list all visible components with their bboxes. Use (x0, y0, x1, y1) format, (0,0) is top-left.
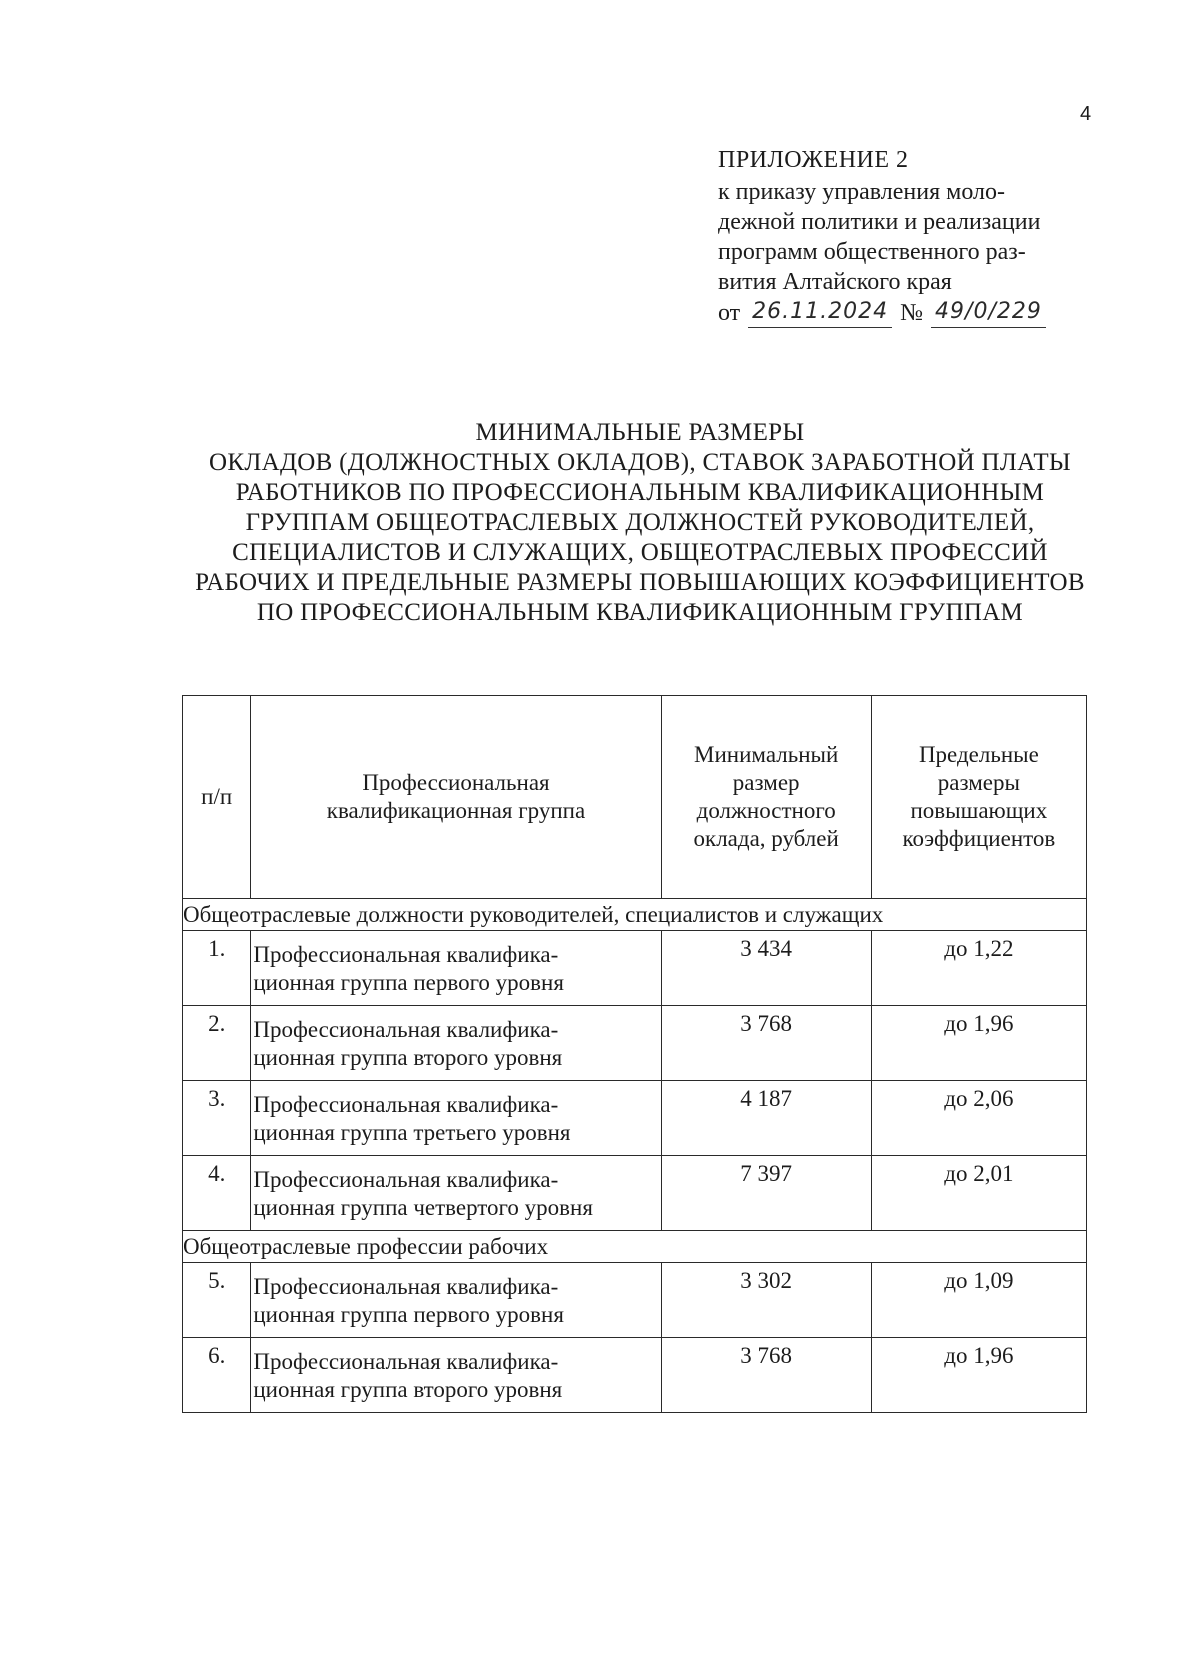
row-group (251, 1263, 661, 1338)
section-title: Общеотраслевые профессии рабочих (183, 1231, 1087, 1263)
title-line: РАБОТНИКОВ ПО ПРОФЕССИОНАЛЬНЫМ КВАЛИФИКАЦИОННЫМ (235, 479, 1045, 506)
appendix-line: дежной политики и реализации (718, 209, 1041, 235)
title-line: МИНИМАЛЬНЫЕ РАЗМЕРЫ (475, 419, 805, 446)
row-group-line: ционная группа третьего уровня (253, 1120, 571, 1145)
row-coef: до 1,09 (871, 1263, 1086, 1338)
header-coef (871, 696, 1086, 899)
row-min-salary: 3 768 (661, 1006, 871, 1081)
title-line: СПЕЦИАЛИСТОВ И СЛУЖАЩИХ, ОБЩЕОТРАСЛЕВЫХ ПРОФЕССИЙ (232, 539, 1048, 566)
appendix-line: вития Алтайского края (718, 269, 952, 295)
header-min-salary (661, 696, 871, 899)
title-line: ГРУППАМ ОБЩЕОТРАСЛЕВЫХ ДОЛЖНОСТЕЙ РУКОВОДИТЕЛЕЙ, (245, 509, 1035, 536)
page-number: 4 (1080, 103, 1092, 125)
salary-table (182, 695, 1087, 1413)
header-num-text: п/п (201, 784, 233, 809)
table-row (183, 931, 1087, 1006)
row-group-line: Профессиональная квалифика- (253, 1092, 559, 1117)
from-label: от (718, 300, 741, 326)
header-min-line: размер (732, 770, 800, 795)
row-coef: до 1,96 (871, 1006, 1086, 1081)
handwritten-date: 26.11.2024 (748, 297, 892, 328)
row-group-line: ционная группа второго уровня (253, 1045, 563, 1070)
table-row (183, 1156, 1087, 1231)
row-num: 2. (183, 1006, 251, 1081)
header-coef-line: размеры (937, 770, 1020, 795)
row-num: 1. (183, 931, 251, 1006)
title-line: ОКЛАДОВ (ДОЛЖНОСТНЫХ ОКЛАДОВ), СТАВОК ЗАРАБОТНОЙ ПЛАТЫ (209, 449, 1071, 476)
row-coef: до 1,96 (871, 1338, 1086, 1413)
row-group-line: Профессиональная квалифика- (253, 1274, 559, 1299)
row-group-line: Профессиональная квалифика- (253, 942, 559, 967)
header-group (251, 696, 661, 899)
row-group-line: Профессиональная квалифика- (253, 1349, 559, 1374)
row-group (251, 931, 661, 1006)
row-coef: до 2,01 (871, 1156, 1086, 1231)
row-min-salary: 3 768 (661, 1338, 871, 1413)
header-min-line: должностного (696, 798, 836, 823)
row-num: 5. (183, 1263, 251, 1338)
row-group-line: Профессиональная квалифика- (253, 1167, 559, 1192)
header-coef-line: коэффициентов (902, 826, 1056, 851)
section-title: Общеотраслевые должности руководителей, специалистов и служащих (183, 899, 1087, 931)
appendix-line: программ общественного раз- (718, 239, 1026, 265)
table-row (183, 1338, 1087, 1413)
row-group (251, 1156, 661, 1231)
row-group-line: ционная группа второго уровня (253, 1377, 563, 1402)
row-min-salary: 3 434 (661, 931, 871, 1006)
appendix-title: ПРИЛОЖЕНИЕ 2 (718, 147, 909, 173)
header-group-line: Профессиональная (362, 770, 550, 795)
section-row (183, 1231, 1087, 1263)
row-coef: до 2,06 (871, 1081, 1086, 1156)
title-line: ПО ПРОФЕССИОНАЛЬНЫМ КВАЛИФИКАЦИОННЫМ ГРУППАМ (256, 599, 1024, 626)
appendix-lines (718, 177, 1138, 297)
header-min-line: Минимальный (694, 742, 839, 767)
section-row (183, 899, 1087, 931)
appendix-line: к приказу управления моло- (718, 179, 1005, 205)
table-row (183, 1081, 1087, 1156)
row-min-salary: 7 397 (661, 1156, 871, 1231)
header-coef-line: Предельные (918, 742, 1039, 767)
table-header-row (183, 696, 1087, 899)
order-date-number-line (718, 297, 1138, 328)
header-min-line: оклада, рублей (693, 826, 839, 851)
handwritten-order-number: 49/0/229 (931, 297, 1046, 328)
row-num: 4. (183, 1156, 251, 1231)
row-num: 3. (183, 1081, 251, 1156)
header-num (183, 696, 251, 899)
title-line: РАБОЧИХ И ПРЕДЕЛЬНЫЕ РАЗМЕРЫ ПОВЫШАЮЩИХ КОЭФФИЦИЕНТОВ (195, 569, 1085, 596)
number-label: № (900, 300, 924, 326)
table-row (183, 1263, 1087, 1338)
row-min-salary: 3 302 (661, 1263, 871, 1338)
row-num: 6. (183, 1338, 251, 1413)
row-group (251, 1338, 661, 1413)
table-row (183, 1006, 1087, 1081)
row-group-line: ционная группа первого уровня (253, 1302, 564, 1327)
row-group (251, 1081, 661, 1156)
row-coef: до 1,22 (871, 931, 1086, 1006)
header-group-line: квалификационная группа (326, 798, 586, 823)
row-group-line: ционная группа первого уровня (253, 970, 564, 995)
row-group-line: Профессиональная квалифика- (253, 1017, 559, 1042)
row-group (251, 1006, 661, 1081)
appendix-header (718, 145, 1138, 328)
header-coef-line: повышающих (910, 798, 1048, 823)
row-min-salary: 4 187 (661, 1081, 871, 1156)
row-group-line: ционная группа четвертого уровня (253, 1195, 593, 1220)
document-title (160, 418, 1120, 628)
